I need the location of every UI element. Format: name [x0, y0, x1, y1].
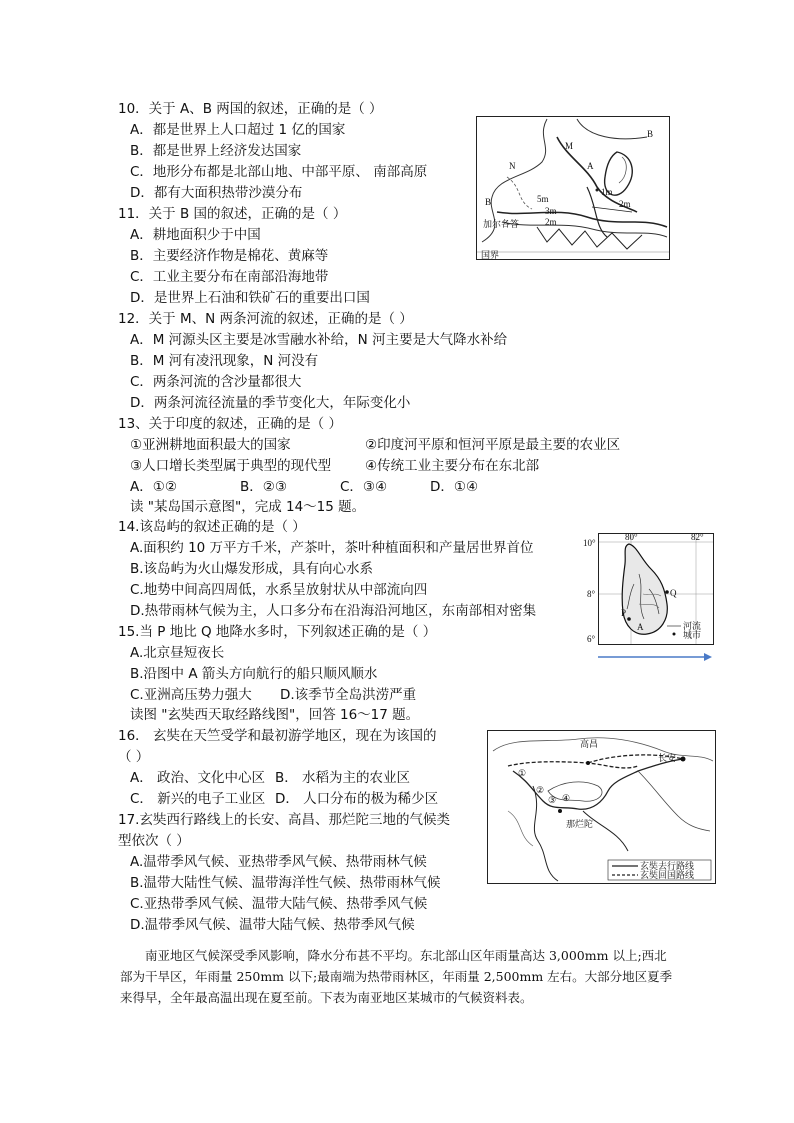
- text-line: A．①②: [130, 479, 177, 495]
- svg-text:③: ③: [548, 795, 557, 805]
- svg-text:10°: 10°: [583, 538, 596, 548]
- reading-paragraph: 南亚地区气候深受季风影响，降水分布甚不平均。东北部山区年雨量高达 3,000mm 以上;西北部为干旱区，年雨量 250mm 以下;最南端为热带雨林区，年雨量 2,500mm 左右。大部分地区夏季来得早，全年最高温出现在夏至前。下表为南亚地区某城市的气候资料表。: [120, 948, 673, 1005]
- svg-text:8°: 8°: [587, 589, 596, 599]
- svg-text:2m: 2m: [545, 217, 557, 227]
- text-line: A.北京昼短夜长: [130, 645, 225, 661]
- text-line: 12．关于 M、N 两条河流的叙述，正确的是（ ）: [118, 311, 413, 327]
- svg-text:P: P: [621, 608, 627, 618]
- svg-text:M: M: [565, 141, 574, 151]
- text-line: C． 新兴的电子工业区: [130, 791, 266, 807]
- svg-text:A: A: [587, 161, 594, 171]
- text-line: C.亚热带季风气候、温带大陆气候、热带季风气候: [130, 896, 428, 912]
- svg-text:B: B: [485, 197, 492, 207]
- svg-text:B: B: [647, 129, 654, 139]
- text-line: 型依次（ ）: [118, 833, 190, 849]
- text-line: ③人口增长类型属于典型的现代型: [130, 458, 332, 474]
- text-line: A．耕地面积少于中国: [130, 227, 261, 243]
- svg-text:④: ④: [562, 793, 571, 803]
- text-line: 13、关于印度的叙述，正确的是（ ）: [118, 416, 342, 432]
- blue-arrow-line: [598, 655, 712, 659]
- svg-text:3m: 3m: [545, 206, 557, 216]
- svg-text:80°: 80°: [625, 532, 638, 542]
- text-line: B．M 河有凌汛现象，N 河没有: [130, 353, 319, 369]
- text-line: C.地势中间高四周低，水系呈放射状从中部流向四: [130, 582, 428, 598]
- text-line: A．M 河源头区主要是冰雪融水补给，N 河主要是大气降水补给: [130, 332, 508, 348]
- svg-text:5m: 5m: [537, 194, 549, 204]
- text-line: C．地形分布都是北部山地、中部平原、 南部高原: [130, 164, 428, 180]
- text-line: C．两条河流的含沙量都很大: [130, 374, 302, 390]
- svg-text:82°: 82°: [691, 532, 704, 542]
- text-line: B.该岛屿为火山爆发形成，具有向心水系: [130, 561, 374, 577]
- text-line: D．是世界上石油和铁矿石的重要出口国: [130, 290, 370, 306]
- text-line: C.亚洲高压势力强大: [130, 687, 252, 703]
- text-line: D．两条河流径流量的季节变化大，年际变化小: [130, 395, 411, 411]
- text-line: B．都是世界上经济发达国家: [130, 143, 302, 159]
- text-line: ②印度河平原和恒河平原是最主要的农业区: [365, 437, 621, 453]
- text-line: B．主要经济作物是棉花、黄麻等: [130, 248, 329, 264]
- svg-text:河流: 河流: [683, 621, 702, 631]
- text-line: C．工业主要分布在南部沿海地带: [130, 269, 329, 285]
- text-line: 11．关于 B 国的叙述，正确的是（ ）: [118, 206, 347, 222]
- text-line: D.温带季风气候、温带大陆气候、热带季风气候: [130, 917, 415, 933]
- text-line: B.沿图中 A 箭头方向航行的船只顺风顺水: [130, 666, 378, 682]
- svg-text:②: ②: [536, 785, 545, 795]
- svg-text:高昌: 高昌: [580, 739, 599, 749]
- xuanzang-route-map: [487, 730, 716, 884]
- text-line: 读 "某岛国示意图"，完成 14～15 题。: [130, 499, 366, 515]
- svg-text:城市: 城市: [683, 630, 702, 640]
- svg-text:玄奘去行路线: 玄奘去行路线: [640, 861, 695, 871]
- text-line: A． 政治、文化中心区: [130, 770, 266, 786]
- sri-lanka-map: [583, 532, 714, 645]
- text-line: C．③④: [340, 479, 388, 495]
- svg-text:6°: 6°: [587, 634, 596, 644]
- text-line: 17.玄奘西行路线上的长安、高昌、那烂陀三地的气候类: [118, 812, 450, 828]
- text-line: 14.该岛屿的叙述正确的是（ ）: [118, 519, 306, 535]
- svg-text:Q: Q: [670, 588, 677, 598]
- text-line: D.该季节全岛洪涝严重: [280, 687, 417, 703]
- text-line: A.温带季风气候、亚热带季风气候、热带雨林气候: [130, 854, 427, 870]
- svg-text:2m: 2m: [619, 199, 631, 209]
- svg-text:玄奘回国路线: 玄奘回国路线: [640, 870, 695, 880]
- text-line: A．都是世界上人口超过 1 亿的国家: [130, 122, 346, 138]
- text-line: D.热带雨林气候为主，人口多分布在沿海沿河地区，东南部相对密集: [130, 603, 537, 619]
- svg-text:那烂陀: 那烂陀: [566, 819, 594, 829]
- svg-text:A: A: [637, 622, 644, 632]
- south-asia-river-map: [476, 116, 670, 260]
- text-line: 10．关于 A、B 两国的叙述，正确的是（ ）: [118, 101, 383, 117]
- text-line: A.面积约 10 万平方千米，产茶叶，茶叶种植面积和产量居世界首位: [130, 540, 534, 556]
- text-line: 15.当 P 地比 Q 地降水多时，下列叙述正确的是（ ）: [118, 624, 437, 640]
- text-line: （ ）: [118, 749, 150, 765]
- text-line: B． 水稻为主的农业区: [275, 770, 411, 786]
- svg-text:N: N: [509, 161, 516, 171]
- text-line: B．②③: [240, 479, 287, 495]
- text-line: D．①④: [430, 479, 479, 495]
- text-line: B.温带大陆性气候、温带海洋性气候、热带雨林气候: [130, 875, 441, 891]
- text-line: D． 人口分布的极为稀少区: [275, 791, 439, 807]
- text-line: 读图 "玄奘西天取经路线图"，回答 16～17 题。: [130, 707, 420, 723]
- text-line: D．都有大面积热带沙漠分布: [130, 185, 303, 201]
- svg-text:①: ①: [518, 768, 527, 778]
- svg-text:国界: 国界: [481, 250, 500, 260]
- text-line: ①亚洲耕地面积最大的国家: [130, 437, 291, 453]
- svg-text:长安: 长安: [658, 753, 677, 763]
- svg-text:1m: 1m: [601, 187, 613, 197]
- svg-text:加尔各答: 加尔各答: [483, 219, 520, 229]
- text-line: 16． 玄奘在天竺受学和最初游学地区，现在为该国的: [118, 728, 437, 744]
- text-line: ④传统工业主要分布在东北部: [365, 458, 540, 474]
